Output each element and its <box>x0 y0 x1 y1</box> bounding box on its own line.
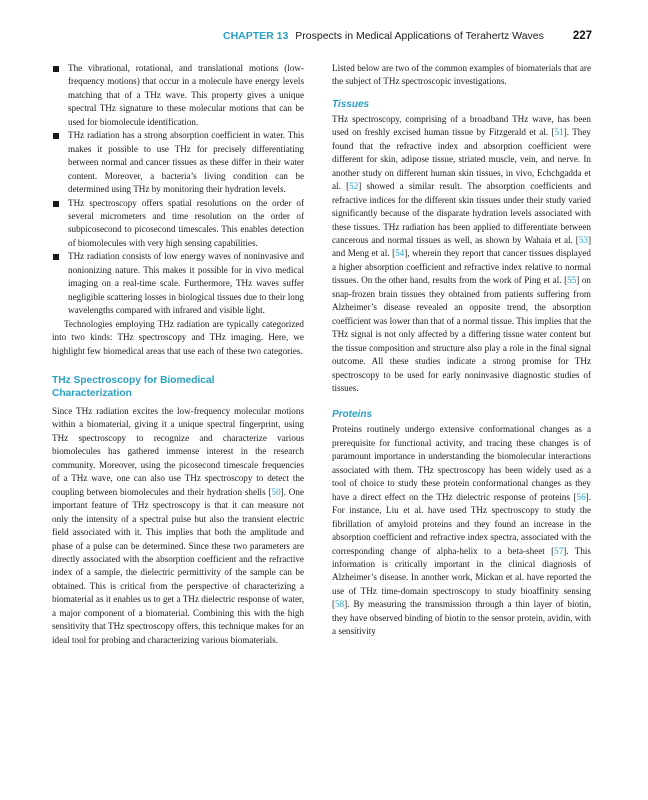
citation-link[interactable]: 50 <box>271 486 281 497</box>
paragraph: Proteins routinely undergo extensive conformational changes as a prerequisite for functional activity, and tracing these changes is of paramount importance in understanding the biomolecular interactions associated with them. THz spectroscopy has been widely used as a tool of choice to study these protein conformational changes as they have a direct effect on the THz dielectric response of proteins [56]. For instance, Liu et al. have used THz spectroscopy to study the fibrillation of amyloid proteins and they found an increase in the absorption coefficient and refractive index spectra, associated with the corresponding change of alpha-helix to a beta-sheet [57]. This information is critically important in the clinical diagnosis of Alzheimer’s disease. In another work, Mickan et al. have reported the use of THz time-domain spectroscopy to study bioaffinity sensing [58]. By measuring the transmission through a thin layer of biotin, they have observed binding of biotin to the sensor protein, avidin, with a sensitivity <box>332 424 591 637</box>
citation-link[interactable]: 58 <box>335 599 345 610</box>
chapter-title: Prospects in Medical Applications of Terahertz Waves <box>295 30 544 42</box>
right-column <box>332 62 591 639</box>
list-item: THz radiation has a strong absorption coefficient in water. This makes it possible to use THz for precisely differentiating between normal and cancer tissues as these differ in their water content. Moreover, a bacteria’s living condition can be determined using THz by monitoring their hydration levels. <box>52 129 304 196</box>
chapter-label: CHAPTER 13 <box>222 30 289 42</box>
citation-link[interactable]: 55 <box>567 275 577 286</box>
citation-link[interactable]: 57 <box>554 545 564 556</box>
running-header <box>52 30 592 42</box>
left-column <box>52 62 304 647</box>
paragraph: Listed below are two of the common examples of biomaterials that are the subject of THz spectroscopic investigations. <box>332 63 591 87</box>
page-number: 227 <box>572 30 592 42</box>
list-item: The vibrational, rotational, and translational motions (low-frequency motions) that occur in a molecule have energy levels matching that of a THz wave. This property gives a unique spectral THz signature to these molecular motions that can be used for biomolecule identification. <box>52 62 304 129</box>
citation-link[interactable]: 54 <box>395 248 405 259</box>
citation-link[interactable]: 56 <box>576 491 586 502</box>
square-bullet-icon <box>53 133 59 139</box>
paragraph: THz spectroscopy, comprising of a broadband THz wave, has been used on freshly excised human tissue by Fitzgerald et al. [51]. They found that the refractive index and absorption coefficient were different for skin, adipose tissue, striated muscle, vein, and nerve. In another study on different human skin tissues, in vivo, Echchgadda et al. [52] showed a similar result. The absorption coefficients and refractive indices for the different skin tissues under their study varied significantly because of the disparate hydration levels associated with these tissues. THz radiation has been applied to differentiate between cancerous and normal tissues as well, as shown by Wahaia et al. [53] and Meng et al. [54], wherein they report that cancer tissues displayed a higher absorption coefficient and refractive index relative to normal tissues. On the other hand, results from the work of Ping et al. [55] on snap-frozen brain tissues they obtained from patients suffering from Alzheimer’s disease revealed an opposite trend, the absorption coefficient was lower than that of a normal tissue. This implies that the THz signal is not only affected by a differing tissue water content but the tissue composition and structure also play a role in the final signal outcome. All these studies indicate a strong promise for THz spectroscopy to be used for early noninvasive diagnostic studies of tissues. <box>332 113 592 393</box>
square-bullet-icon <box>53 254 59 260</box>
square-bullet-icon <box>53 66 59 72</box>
square-bullet-icon <box>53 201 59 207</box>
citation-link[interactable]: 53 <box>578 234 588 245</box>
citation-link[interactable]: 52 <box>349 181 359 192</box>
paragraph: Since THz radiation excites the low-frequency molecular motions within a biomaterial, giving it a unique spectral fingerprint, using THz spectroscopy to recognize and characterize various biomolecules has gathered immense interest in the research community. Moreover, using the picosecond timescale frequencies of a THz wave, one can also use THz spectroscopy to detect the coupling between biomolecules and their hydration shells [50]. One important feature of THz spectroscopy is that it can measure not only the intensity of a spectral pulse but also the transient electric field associated with it. This implies that both the amplitude and phase of a pulse can be determined. Since these two parameters are directly associated with the absorption coefficient and the refractive index of a sample, the dielectric permittivity of the sample can be obtained. This is critical from the perspective of characterizing a biomaterial as it enables us to get a THz dielectric response of water, a major component of a biomaterial. Combining this with the high sensitivity that THz spectroscopy offers, this technique makes for an ideal tool for probing and characterizing various biomaterials. <box>52 405 304 645</box>
subsection-heading: Proteins <box>332 409 373 421</box>
citation-link[interactable]: 51 <box>554 127 564 138</box>
subsection-heading: Tissues <box>332 98 370 110</box>
list-item: THz radiation consists of low energy waves of noninvasive and nonionizing nature. This makes it possible for in vivo medical imaging on a real-time scale. Furthermore, THz waves suffer negligible scattering losses in biological tissues due to their long wavelengths compared with infrared and visible light. <box>52 250 304 317</box>
section-heading: THz Spectroscopy for Biomedical Characterization <box>52 374 215 399</box>
paragraph: Technologies employing THz radiation are typically categorized into two kinds: THz spectroscopy and THz imaging. Here, we highlight few biomedical areas that use each of these two categories. <box>52 318 304 356</box>
feature-list <box>52 62 304 318</box>
list-item: THz spectroscopy offers spatial resolutions on the order of several micrometers and time resolution on the order of subpicosecond to picosecond timescales. This enables detection of biomolecules with very high sensing capabilities. <box>52 197 304 251</box>
